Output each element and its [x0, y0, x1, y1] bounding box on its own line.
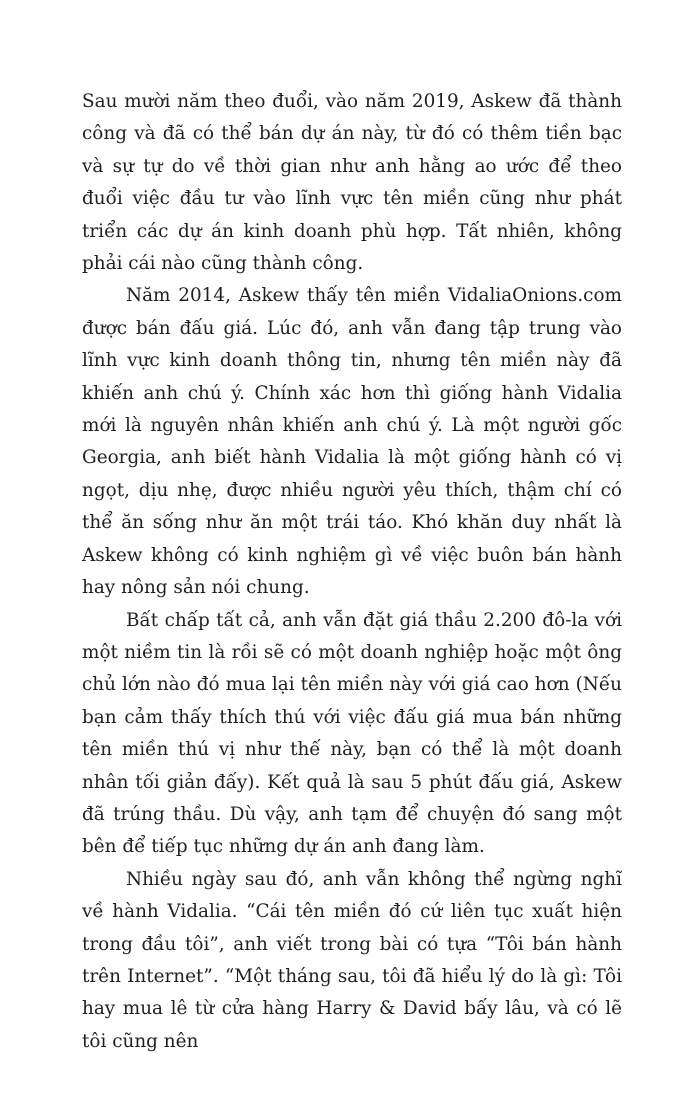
body-text [82, 86, 622, 1058]
paragraph-3: Bất chấp tất cả, anh vẫn đặt giá thầu 2.200 đô-la với một niềm tin là rồi sẽ có một doanh nghiệp hoặc một ông chủ lớn nào đó mua lại tên miền này với giá cao hơn (Nếu bạn cảm thấy thích thú với việc đấu giá mua bán những tên miền thú vị như thế này, bạn có thể là một doanh nhân tối giản đấy). Kết quả là sau 5 phút đấu giá, Askew đã trúng thầu. Dù vậy, anh tạm để chuyện đó sang một bên để tiếp tục những dự án anh đang làm. [82, 609, 622, 858]
paragraph-4: Nhiều ngày sau đó, anh vẫn không thể ngừng nghĩ về hành Vidalia. “Cái tên miền đó cứ liên tục xuất hiện trong đầu tôi”, anh viết trong bài có tựa “Tôi bán hành trên Internet”. “Một tháng sau, tôi đã hiểu lý do là gì: Tôi hay mua lê từ cửa hàng Harry & David bấy lâu, và có lẽ tôi cũng nên [82, 868, 622, 1052]
paragraph-1: Sau mười năm theo đuổi, vào năm 2019, Askew đã thành công và đã có thể bán dự án này, từ đó có thêm tiền bạc và sự tự do về thời gian như anh hằng ao ước để theo đuổi việc đầu tư vào lĩnh vực tên miền cũng như phát triển các dự án kinh doanh phù hợp. Tất nhiên, không phải cái nào cũng thành công. [82, 91, 622, 275]
paragraph-2: Năm 2014, Askew thấy tên miền VidaliaOnions.com được bán đấu giá. Lúc đó, anh vẫn đang tập trung vào lĩnh vực kinh doanh thông tin, nhưng tên miền này đã khiến anh chú ý. Chính xác hơn thì giống hành Vidalia mới là nguyên nhân khiến anh chú ý. Là một người gốc Georgia, anh biết hành Vidalia là một giống hành có vị ngọt, dịu nhẹ, được nhiều người yêu thích, thậm chí có thể ăn sống như ăn một trái táo. Khó khăn duy nhất là Askew không có kinh nghiệm gì về việc buôn bán hành hay nông sản nói chung. [82, 285, 622, 599]
